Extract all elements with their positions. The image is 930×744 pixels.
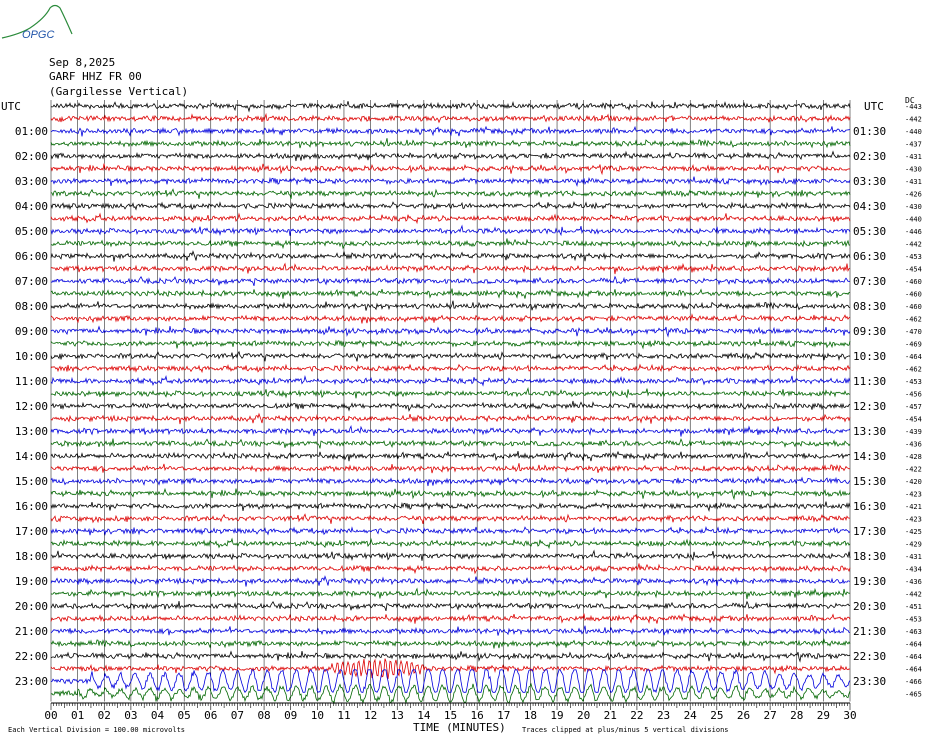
right-time-label: 22:30 [853, 650, 887, 663]
right-time-label: 08:30 [853, 300, 887, 313]
dc-offset-label: -454 [905, 415, 922, 424]
x-tick-label: 25 [710, 709, 724, 722]
x-tick-label: 26 [736, 709, 751, 722]
left-time-label: 22:00 [14, 650, 48, 663]
dc-offset-label: -462 [905, 365, 922, 374]
dc-offset-label: -464 [905, 353, 922, 361]
dc-offset-label: -425 [905, 528, 922, 536]
dc-offset-label: -431 [905, 553, 922, 561]
scale-note: Each Vertical Division = 100.00 microvolts [8, 726, 186, 734]
x-tick-label: 10 [310, 709, 324, 722]
dc-offset-label: -456 [905, 390, 922, 399]
right-time-label: 14:30 [853, 450, 887, 463]
x-tick-label: 15 [443, 709, 458, 722]
x-tick-label: 06 [204, 709, 218, 722]
x-tick-label: 02 [97, 709, 111, 722]
left-time-label: 17:00 [14, 525, 48, 538]
right-time-label: 19:30 [853, 575, 887, 588]
dc-offset-label: -464 [905, 640, 922, 649]
x-tick-label: 22 [630, 709, 644, 722]
record-date: Sep 8,2025 [49, 56, 116, 69]
station-name: (Gargilesse Vertical) [49, 85, 189, 98]
dc-offset-label: -454 [905, 265, 922, 274]
right-time-label: 23:30 [853, 675, 887, 688]
x-tick-label: 01 [71, 709, 85, 722]
x-tick-label: 29 [816, 709, 830, 722]
right-time-label: 11:30 [853, 375, 887, 388]
dc-offset-label: -429 [905, 540, 922, 549]
utc-label-left: UTC [1, 100, 21, 113]
left-time-label: 12:00 [14, 400, 48, 413]
x-tick-label: 17 [497, 709, 511, 722]
left-time-label: 14:00 [14, 450, 48, 463]
left-time-label: 06:00 [14, 250, 48, 263]
x-axis-title: TIME (MINUTES) [413, 721, 506, 734]
left-time-label: 20:00 [14, 600, 48, 613]
logo-text: OPGC [22, 29, 55, 41]
right-time-label: 12:30 [853, 400, 887, 413]
dc-offset-label: -442 [905, 590, 922, 599]
x-tick-label: 11 [337, 709, 351, 722]
x-tick-label: 05 [177, 709, 191, 722]
left-time-label: 03:00 [14, 175, 48, 188]
dc-offset-label: -466 [905, 678, 922, 686]
right-time-label: 18:30 [853, 550, 887, 563]
dc-offset-label: -469 [905, 340, 922, 349]
dc-offset-label: -431 [905, 153, 922, 161]
right-time-label: 01:30 [853, 125, 887, 138]
left-time-label: 18:00 [14, 550, 48, 563]
right-time-label: 20:30 [853, 600, 887, 613]
dc-label: DC [905, 96, 915, 105]
dc-offset-label: -420 [905, 478, 922, 486]
dc-offset-label: -453 [905, 615, 922, 624]
utc-label-right: UTC [864, 100, 884, 113]
left-time-label: 02:00 [14, 150, 48, 163]
right-time-label: 21:30 [853, 625, 887, 638]
right-time-label: 07:30 [853, 275, 887, 288]
right-time-label: 17:30 [853, 525, 887, 538]
left-time-label: 15:00 [14, 475, 48, 488]
x-tick-label: 27 [763, 709, 777, 722]
right-time-label: 03:30 [853, 175, 887, 188]
time-axis [44, 703, 856, 722]
x-tick-label: 08 [257, 709, 271, 722]
left-time-label: 16:00 [14, 500, 48, 513]
left-time-label: 13:00 [14, 425, 48, 438]
x-tick-label: 16 [470, 709, 484, 722]
x-tick-label: 18 [523, 709, 538, 722]
left-time-label: 01:00 [14, 125, 48, 138]
dc-offset-label: -460 [905, 290, 922, 299]
dc-offset-label: -443 [905, 103, 922, 111]
dc-offset-label: -457 [905, 403, 922, 411]
right-time-label: 15:30 [853, 475, 887, 488]
right-time-label: 09:30 [853, 325, 887, 338]
right-time-label: 10:30 [853, 350, 887, 363]
dc-offset-label: -436 [905, 578, 922, 586]
dc-offset-label: -439 [905, 428, 922, 436]
dc-offset-label: -440 [905, 215, 922, 224]
dc-offset-label: -423 [905, 515, 922, 524]
x-tick-label: 23 [656, 709, 671, 722]
dc-offset-label: -428 [905, 453, 922, 461]
dc-offset-label: -442 [905, 240, 922, 249]
left-time-label: 11:00 [14, 375, 48, 388]
dc-offset-label: -470 [905, 328, 922, 336]
dc-offset-label: -430 [905, 203, 922, 211]
dc-offset-label: -440 [905, 128, 922, 136]
left-time-label: 08:00 [14, 300, 48, 313]
right-time-label: 13:30 [853, 425, 887, 438]
x-tick-label: 21 [603, 709, 617, 722]
x-tick-label: 14 [417, 709, 431, 722]
x-tick-label: 09 [284, 709, 298, 722]
right-time-label: 04:30 [853, 200, 887, 213]
right-time-label: 16:30 [853, 500, 887, 513]
right-time-label: 06:30 [853, 250, 887, 263]
dc-offset-label: -442 [905, 115, 922, 124]
x-tick-label: 24 [683, 709, 697, 722]
left-time-label: 09:00 [14, 325, 48, 338]
x-tick-label: 20 [577, 709, 591, 722]
right-time-label: 02:30 [853, 150, 887, 163]
x-tick-label: 28 [790, 709, 804, 722]
dc-offset-label: -465 [905, 690, 922, 699]
dc-offset-label: -453 [905, 378, 922, 386]
dc-offset-label: -436 [905, 440, 922, 449]
x-tick-label: 19 [550, 709, 564, 722]
dc-offset-label: -434 [905, 565, 922, 574]
left-time-label: 21:00 [14, 625, 48, 638]
dc-offset-label: -460 [905, 303, 922, 311]
left-time-label: 04:00 [14, 200, 48, 213]
left-time-label: 23:00 [14, 675, 48, 688]
minute-grid [51, 100, 850, 702]
dc-offset-label: -421 [905, 503, 922, 511]
dc-offset-label: -460 [905, 278, 922, 286]
dc-offset-label: -422 [905, 465, 922, 474]
x-tick-label: 12 [363, 709, 378, 722]
left-time-label: 19:00 [14, 575, 48, 588]
dc-offset-label: -464 [905, 653, 922, 661]
x-tick-label: 30 [843, 709, 857, 722]
dc-offset-label: -464 [905, 665, 922, 674]
x-tick-label: 13 [390, 709, 404, 722]
dc-offset-label: -430 [905, 165, 922, 174]
dc-offset-label: -437 [905, 140, 922, 149]
left-time-label: 07:00 [14, 275, 48, 288]
dc-offset-label: -423 [905, 490, 922, 499]
dc-offset-label: -451 [905, 603, 922, 611]
x-tick-label: 04 [150, 709, 165, 722]
dc-offset-label: -453 [905, 253, 922, 261]
dc-offset-label: -431 [905, 178, 922, 186]
x-tick-label: 03 [124, 709, 138, 722]
left-time-label: 10:00 [14, 350, 48, 363]
dc-offset-label: -463 [905, 628, 922, 636]
channel-name: GARF HHZ FR 00 [49, 70, 142, 83]
left-time-label: 05:00 [14, 225, 48, 238]
dc-offset-label: -462 [905, 315, 922, 324]
x-tick-label: 07 [230, 709, 245, 722]
dc-offset-label: -446 [905, 228, 922, 236]
x-tick-label: 00 [44, 709, 58, 722]
dc-offset-label: -426 [905, 190, 922, 199]
clip-note: Traces clipped at plus/minus 5 vertical divisions [522, 726, 729, 734]
right-time-label: 05:30 [853, 225, 887, 238]
